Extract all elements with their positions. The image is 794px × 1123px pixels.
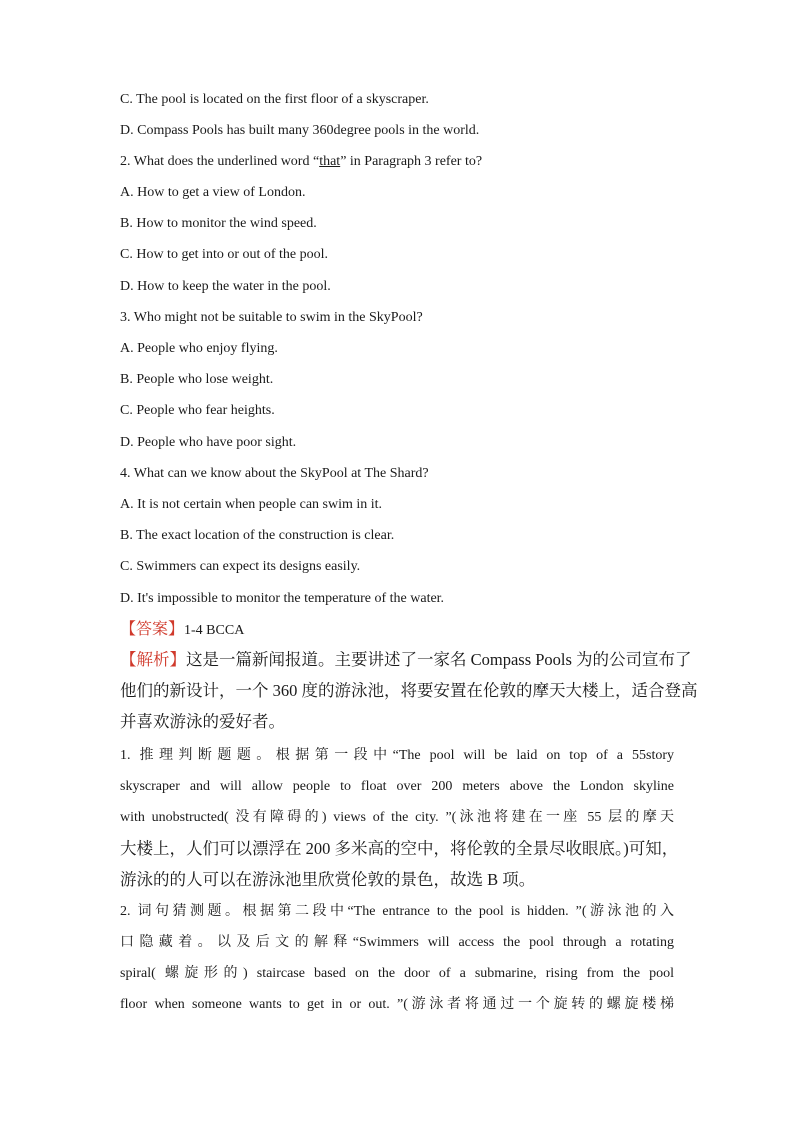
q3-stem: 3. Who might not be suitable to swim in the SkyPool? xyxy=(120,310,423,325)
explanation-1-line-4: 大楼上，人们可以漂浮在 200 多米高的空中，将伦敦的全景尽收眼底。)可知， xyxy=(120,839,679,858)
explanation-1-line-2: skyscraper and will allow people to float over 200 meters above the London skyline xyxy=(120,779,674,794)
q3-option-b: B. People who lose weight. xyxy=(120,372,274,387)
q2-stem-pre: 2. What does the underlined word “ xyxy=(120,154,320,169)
analysis-line-1-text: 这是一篇新闻报道。主要讲述了一家名 Compass Pools 为的公司宣布了 xyxy=(186,650,692,669)
explanation-1 xyxy=(120,744,679,899)
analysis-line-2: 他们的新设计，一个 360 度的游泳池，将要安置在伦敦的摩天大楼上，适合登高 xyxy=(120,681,698,700)
answer-line xyxy=(120,620,244,640)
explanation-1-line-1: 1. 推理判断题题。根据第一段中“The pool will be laid on top of a 55story xyxy=(120,748,674,763)
q2-underlined-word: that xyxy=(319,154,341,169)
explanation-2-line-2: 口隐藏着。以及后文的解释“Swimmers will access the pool through a rotating xyxy=(120,935,674,950)
explanation-1-line-5: 游泳的的人可以在游泳池里欣赏伦敦的景色，故选 B 项。 xyxy=(120,870,536,889)
explanation-1-line-3: with unobstructed( 没有障碍的) views of the city. ”(泳池将建在一座 55 层的摩天 xyxy=(120,810,674,825)
q2-stem xyxy=(120,153,482,171)
answer-tag: 【答案】 xyxy=(120,621,185,638)
q2-option-c: C. How to get into or out of the pool. xyxy=(120,247,329,262)
q2-option-b: B. How to monitor the wind speed. xyxy=(120,216,317,231)
q3-option-d: D. People who have poor sight. xyxy=(120,435,297,450)
analysis-paragraph xyxy=(120,648,698,741)
analysis-tag: 【解析】 xyxy=(120,650,186,669)
explanation-2 xyxy=(120,900,674,1024)
q2-option-a: A. How to get a view of London. xyxy=(120,185,306,200)
explanation-2-line-1: 2. 词句猜测题。根据第二段中“The entrance to the pool is hidden. ”(游泳池的入 xyxy=(120,904,674,919)
q4-option-c: C. Swimmers can expect its designs easily. xyxy=(120,559,361,574)
analysis-line-1 xyxy=(120,648,692,679)
q2-stem-post: ” in Paragraph 3 refer to? xyxy=(340,154,483,169)
q4-option-d: D. It's impossible to monitor the temperature of the water. xyxy=(120,591,445,606)
explanation-2-line-3: spiral( 螺旋形的) staircase based on the door of a submarine, rising from the pool xyxy=(120,966,674,981)
q4-option-a: A. It is not certain when people can swim in it. xyxy=(120,497,383,512)
answer-text: 1-4 BCCA xyxy=(184,623,245,638)
explanation-2-line-4: floor when someone wants to get in or out. ”(游泳者将通过一个旋转的螺旋楼梯 xyxy=(120,997,674,1012)
analysis-line-3: 并喜欢游泳的爱好者。 xyxy=(120,712,285,731)
q3-option-c: C. People who fear heights. xyxy=(120,403,275,418)
q2-option-d: D. How to keep the water in the pool. xyxy=(120,279,331,294)
q1-option-d: D. Compass Pools has built many 360degree pools in the world. xyxy=(120,123,480,138)
q3-option-a: A. People who enjoy flying. xyxy=(120,341,278,356)
q4-stem: 4. What can we know about the SkyPool at The Shard? xyxy=(120,466,429,481)
q1-option-c: C. The pool is located on the first floor of a skyscraper. xyxy=(120,92,429,107)
q4-option-b: B. The exact location of the construction is clear. xyxy=(120,528,395,543)
